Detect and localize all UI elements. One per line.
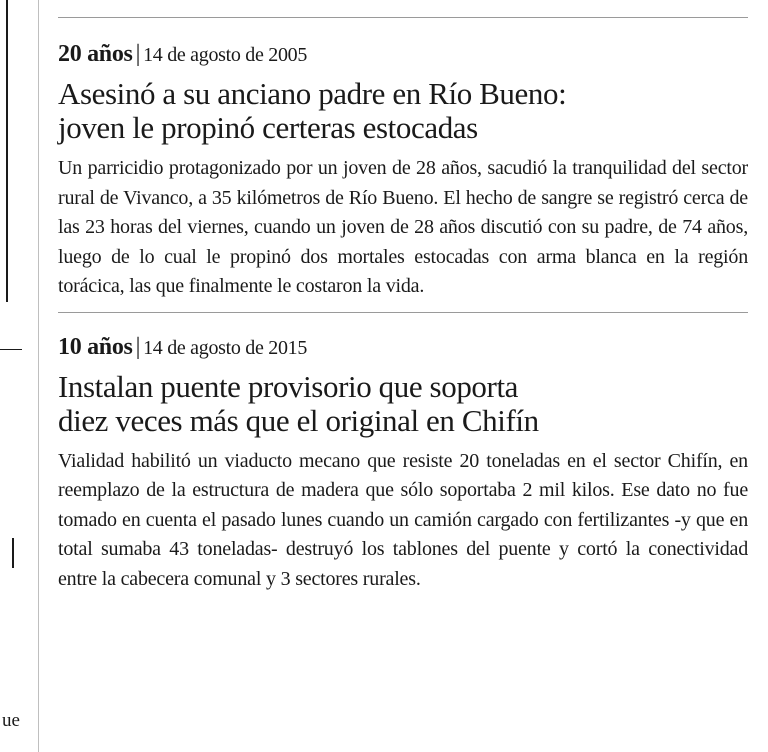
neighbor-article-mark [12, 538, 14, 568]
headline-line-1: Asesinó a su anciano padre en Río Bueno: [58, 76, 567, 111]
archive-column [58, 0, 748, 594]
column-divider [38, 0, 39, 752]
item-date: 14 de agosto de 2015 [143, 336, 308, 359]
years-ago-label: 20 años [58, 41, 133, 67]
headline-line-2: diez veces más que el original en Chifín [58, 402, 539, 438]
kicker-separator: | [135, 333, 141, 360]
section-rule-middle [58, 312, 748, 313]
archive-item-10-years [58, 333, 748, 595]
item-kicker [58, 333, 748, 362]
item-body: Vialidad habilitó un viaducto mecano que resiste 20 toneladas en el sector Chifín, en reemplazo de la estructura de madera que sólo soportaba 2 mil kilos. Ese dato no fue tomado en cuenta el pasado lunes cuando un camión cargado con fertilizantes -y que en total sumaba 43 toneladas- destruyó los tablones del puente y cortó la conectividad entre la cabecera comunal y 3 sectores rurales. [58, 449, 748, 590]
kicker-separator: | [135, 41, 141, 67]
headline-line-2: joven le propinó certeras estocadas [58, 110, 478, 145]
neighbor-article-snippet: ue [2, 710, 20, 731]
section-rule-top [58, 17, 748, 18]
neighbor-article-rule [0, 349, 22, 350]
item-body: Un parricidio protagonizado por un joven de 28 años, sacudió la tranquilidad del sector rural de Vivanco, a 35 kilómetros de Río Bueno. El hecho de sangre se registró cerca de las 23 horas del viernes, cuando un joven de 28 años discutió con su padre, de 74 años, luego de lo cual le propinó dos mortales estocadas con arma blanca en la región torácica, las que finalmente le costaron la vida. [58, 157, 748, 297]
neighbor-article-frame [0, 0, 8, 302]
years-ago-label: 10 años [58, 333, 133, 360]
item-headline [58, 77, 748, 145]
headline-line-1: Instalan puente provisorio que soporta [58, 368, 519, 404]
item-date: 14 de agosto de 2005 [143, 44, 308, 66]
item-kicker [58, 40, 748, 69]
item-headline [58, 370, 748, 438]
archive-item-20-years [58, 40, 748, 302]
